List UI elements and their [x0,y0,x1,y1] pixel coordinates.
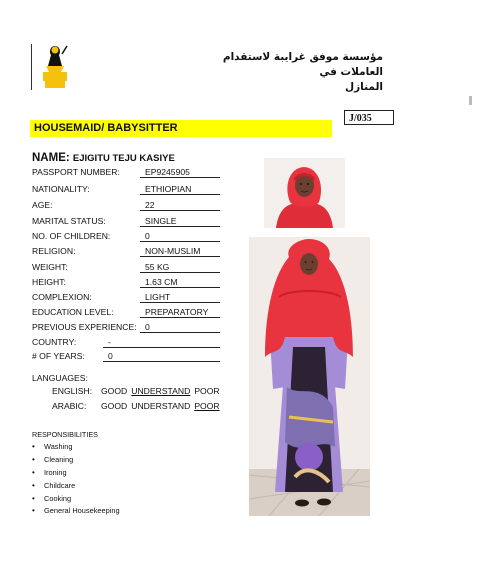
list-item: • Cooking [32,493,120,506]
name-value: EJIGITU TEJU KASIYE [72,153,175,164]
children-label: NO. OF CHILDREN: [32,231,111,241]
experience-value: 0 [140,322,220,333]
country-label: COUNTRY: [32,337,77,347]
nationality-value: ETHIOPIAN [140,184,220,195]
complexion-value: LIGHT [140,292,220,303]
level-good: GOOD [101,386,128,396]
religion-value: NON-MUSLIM [140,246,220,257]
marital-status-label: MARITAL STATUS: [32,216,106,226]
age-value: 22 [140,200,220,211]
list-item: • Washing [32,441,120,454]
level-poor: POOR [194,386,220,396]
full-body-photo [249,237,370,516]
list-item: • Cleaning [32,454,120,467]
experience-label: PREVIOUS EXPERIENCE: [32,322,137,332]
candidate-name [32,152,175,164]
position-banner: HOUSEMAID/ BABYSITTER [30,120,332,137]
passport-label: PASSPORT NUMBER: [32,167,120,177]
languages-heading: LANGUAGES: [32,373,88,383]
age-label: AGE: [32,200,53,210]
header-divider [31,44,32,90]
weight-label: WEIGHT: [32,262,68,272]
list-item: • Childcare [32,480,120,493]
marital-status-value: SINGLE [140,216,220,227]
language-row-english [52,386,224,396]
weight-value: 55 KG [140,262,220,273]
level-good: GOOD [101,401,128,411]
years-label: # OF YEARS: [32,351,85,361]
education-value: PREPARATORY [140,307,220,318]
language-name: ARABIC: [52,401,87,411]
language-name: ENGLISH: [52,386,93,396]
complexion-label: COMPLEXION: [32,292,92,302]
level-understand: UNDERSTAND [131,386,191,396]
level-poor: POOR [194,401,220,411]
name-label: NAME: [32,152,70,164]
religion-label: RELIGION: [32,246,76,256]
margin-mark [469,96,472,105]
country-value: - [103,337,220,348]
language-row-arabic [52,401,224,411]
level-understand: UNDERSTAND [131,401,191,411]
children-value: 0 [140,231,220,242]
portrait-photo [264,158,345,228]
list-item: • Ironing [32,467,120,480]
arabic-line-1: مؤسسة موفق غرايبة لاستقدام العاملات في [222,51,383,78]
responsibilities-heading: RESPONSIBILITIES [32,430,98,439]
height-value: 1.63 CM [140,277,220,288]
company-logo [40,42,70,90]
responsibilities-list [32,441,120,518]
height-label: HEIGHT: [32,277,66,287]
education-label: EDUCATION LEVEL: [32,307,114,317]
reference-box: J/035 [344,110,394,125]
list-item: • General Housekeeping [32,505,120,518]
passport-value: EP9245905 [140,167,220,178]
nationality-label: NATIONALITY: [32,184,90,194]
arabic-line-2: المنازل [345,81,383,93]
company-name-arabic [178,50,383,95]
years-value: 0 [103,351,220,362]
